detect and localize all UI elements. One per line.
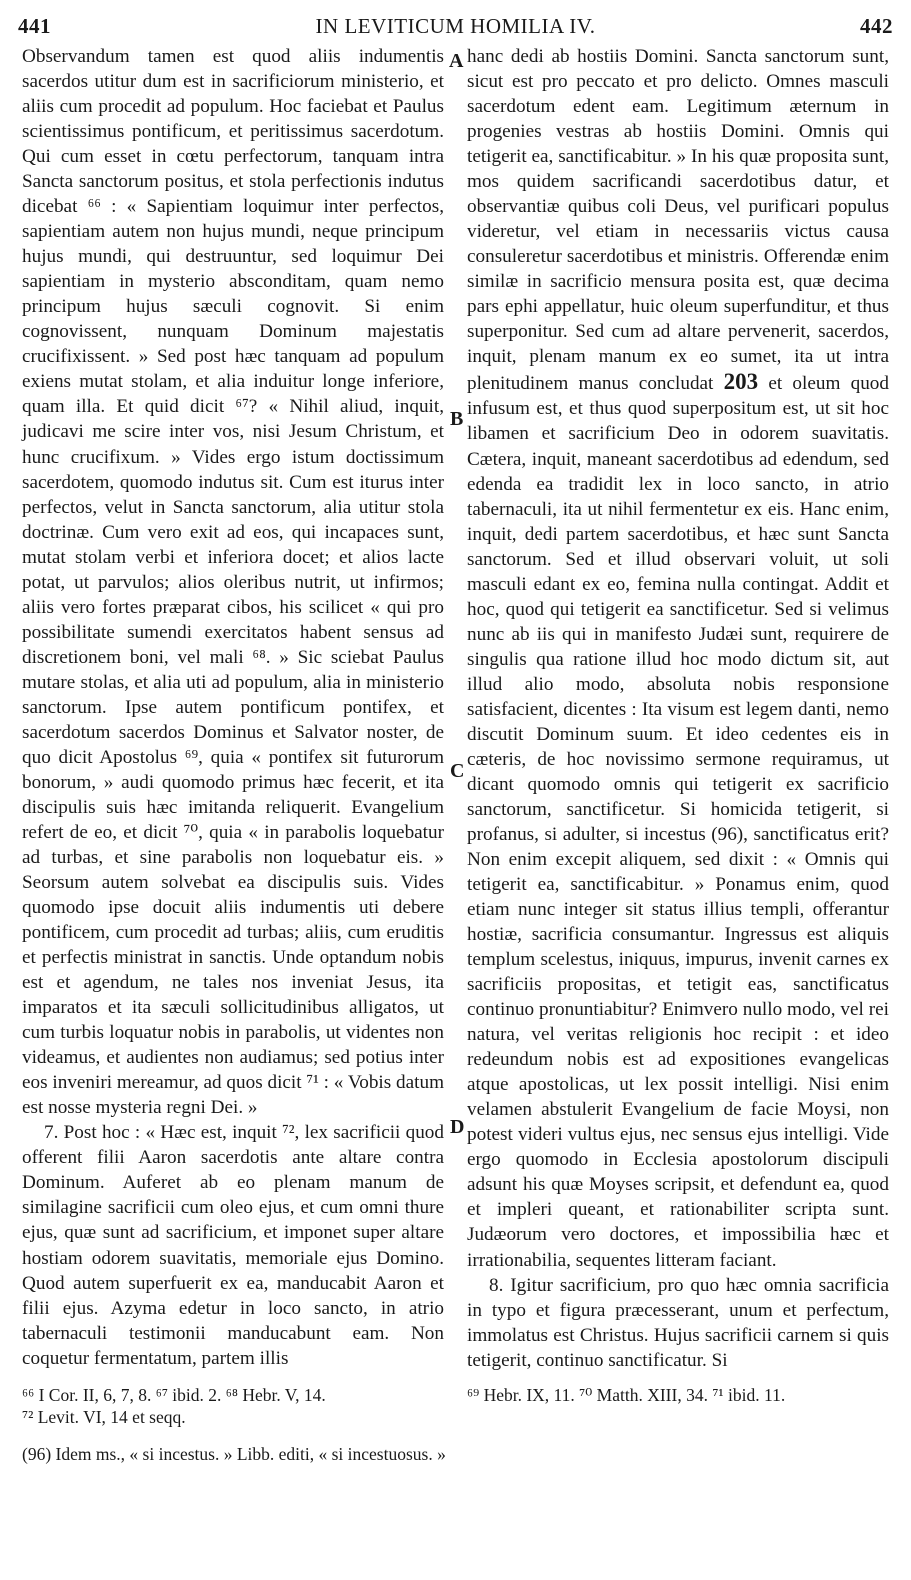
right-paragraph-1-end: et oleum quod infusum est, et thus quod superpositum est, ut sit hoc libamen et sacrificium Deo in odorem suavitatis. Cætera, inquit, maneant sacerdotibus ad edendum, sed edenda ea tradidit lex in loco sancto, in atrio tabernaculi, ita ut nihil fermentetur ex eis. Hanc enim, inquit, dedi partem sacerdotibus, et hæc sunt Sancta sanctorum. Sed et illud observari voluit, ut soli masculi edant ex eo, femina nulla contingat. Addit et hoc, quod qui tetigerit ea sanctificetur. Sed si velimus nunc ab iis qui in manifesto Judæi sunt, requirere de singulis qua ratione illud hoc modo dictum sit, aut illud alio modo, absoluta nobis responsione satisfacient, dicentes : Ita visum est legem danti, nemo discutit Dominum suum. Et ideo cedentes eis in cæteris, de hoc novissimo sermone requiramus, ut dicant quomodo omnis qui tetigerit ex sacrificio sanctorum, sanctificetur. Si homicida tetigerit, si profanus, si adulter, si incestus (96), sanctificatus erit? Non enim excepit aliquem, sed dixit : « Omnis qui tetigerit ea, sanctificabitur. » Ponamus enim, quod etiam nunc integer sit status illius templi, offerantur hostiæ, sacrificia consumantur. Ingressus est aliquis templum scelestus, iniquus, impurus, invenit carnes ex sacrificiis propositas, et tetigit eas, sanctificatus continuo pronuntiabitur? Enimvero nullo modo, vel rei natura, vel veritas religionis hoc recipit : et ideo redeundum nobis est ad expositiones evangelicas atque apostolicas, ut lex possit intelligi. Nisi enim velamen abstulerit Evangelium de facie Moysi, non potest videri vultus ejus, nec sensus ejus intelligi. Vide ergo quomodo in Ecclesia apostolorum discipuli adsunt his quæ Moyses scripsit, et defendunt ea, quod et impleri queant, et rationabiliter scripta sunt. Judæorum vero doctores, et impossibilia hæc et irrationabilia, sequentes litteram faciant. [467, 373, 889, 1271]
right-page-number: 442 [860, 14, 893, 38]
left-page-number: 441 [18, 14, 51, 38]
right-paragraph-1-start: hanc dedi ab hostiis Domini. Sancta sanctorum sunt, sicut est pro peccato et pro delicto. Omnes masculi sacerdotum edent eam. Legitimum æternum in progenies vestras ab hostiis Domini. Omnis qui tetigerit ea, sanctificabitur. » In his quæ proposita sunt, mos quidem sacrificandi sacerdotibus datur, et observantiæ quibus coli Deus, vel purificari populus videretur, vel etiam in necessariis victus causa consuleretur sacerdotibus et ministris. Offerendæ enim similæ in sacrificio mensura posita est, quæ decima pars ephi appellatur, huic oleum superfunditur, et thus superponitur. Sed cum ad altare pervenerit, sacerdos, inquit, plenam manum ex eo sumet, ita ut intra plenitudinem manus concludat [467, 46, 889, 395]
footnote-line-1: ⁶⁶ I Cor. II, 6, 7, 8. ⁶⁷ ibid. 2. ⁶⁸ Hebr. V, 14. [22, 1385, 326, 1405]
page-title: IN LEVITICUM HOMILIA IV. [315, 14, 596, 38]
footnote-line-3: ⁶⁹ Hebr. IX, 11. ⁷⁰ Matth. XIII, 34. ⁷¹ ibid. 11. [467, 1385, 786, 1405]
footnotes-right [467, 1384, 889, 1406]
margin-marker-a: A [449, 50, 464, 72]
margin-marker-b: B [450, 408, 464, 430]
right-text-column [467, 44, 889, 1373]
margin-marker-c: C [450, 760, 465, 782]
running-head [18, 14, 893, 44]
footnotes-left [22, 1384, 452, 1428]
margin-marker-d: D [450, 1116, 465, 1138]
footnote-line-2: ⁷² Levit. VI, 14 et seqq. [22, 1407, 186, 1427]
column-number: 203 [723, 369, 759, 395]
left-text-column [22, 44, 444, 1371]
left-paragraph-2: 7. Post hoc : « Hæc est, inquit ⁷², lex sacrificii quod offerent filii Aaron sacerdotis ante altare contra Dominum. Auferet ab eo plenam manum de similagine sacrificii cum oleo ejus, et cum omni thure ejus, quæ sunt ad sacrificium, et imponet super altare hostiam odorem suavitatis, memoriale ejus Domino. Quod autem superfuerit ex ea, manducabit Aaron et filii ejus. Azyma edetur in loco sancto, in atrio tabernaculi testimonii manducabunt eam. Non coquetur fermentatum, partem illis [22, 1122, 444, 1369]
variant-reading-note: (96) Idem ms., « si incestus. » Libb. editi, « si incestuosus. » [22, 1444, 446, 1464]
right-paragraph-2: 8. Igitur sacrificium, pro quo hæc omnia sacrificia in typo et figura præcesserant, unum et perfectum, immolatus est Christus. Hujus sacrificii carnem si quis tetigerit, continuo sanctificatur. Si [467, 1274, 889, 1371]
left-paragraph-1: Observandum tamen est quod aliis indumentis sacerdos utitur dum est in sacrificiorum ministerio, et aliis cum procedit ad populum. Hoc faciebat et Paulus scientissimus pontificum, et peritissimus sacerdotum. Qui cum esset in cœtu perfectorum, tanquam intra Sancta sanctorum positus, et stola perfectionis indutus dicebat ⁶⁶ : « Sapientiam loquimur inter perfectos, sapientiam autem non hujus mundi, neque principum hujus mundi, qui destruuntur, sed loquimur Dei sapientiam in mysterio absconditam, quam nemo principum hujus sæculi cognovit. Si enim cognovissent, nunquam Dominum majestatis crucifixissent. » Sed post hæc tanquam ad populum exiens mutat stolam, et alia induitur longe inferiore, quam illa. Et quid dicit ⁶⁷? « Nihil aliud, inquit, judicavi me scire inter vos, nisi Jesum Christum, et hunc crucifixum. » Vides ergo istum doctissimum sacerdotem, quomodo indutus sit. Cum est iturus inter perfectos, velut in Sancta sanctorum, alia utitur stola doctrinæ. Cum vero exit ad eos, qui incapaces sunt, mutat stolam verbi et inferiora docet; et alios lacte potat, ut parvulos; alios oleribus nutrit, ut infirmos; aliis vero fortes præparat cibos, his scilicet « qui pro possibilitate sumendi exercitatos habent sensus ad discretionem boni, vel mali ⁶⁸. » Sic sciebat Paulus mutare stolas, et alia uti ad populum, alia in ministerio sanctorum. Ipse autem pontificum pontifex, et sacerdotum sacerdos Dominus et Salvator noster, de quo dicit Apostolus ⁶⁹, quia « pontifex sit futurorum bonorum, » audi quomodo primus hæc fecerit, et ita discipulis suis hæc imitanda reliquerit. Evangelium refert de eo, et dicit ⁷⁰, quia « in parabolis loquebatur ad turbas, et sine parabolis non loquebatur eis. » Seorsum autem solvebat ea discipulis suis. Vides quomodo ipse docuit aliis indumentis uti debere pontificem, cum procedit ad turbas; aliis, cum eruditis et perfectis ministrat in sanctis. Unde optandum nobis est et agendum, ne tales nos inveniat Jesus, ita imparatos et ita sæculi sollicitudinibus alligatos, ut cum turbis loquatur nobis in parabolis, ut videntes non videamus, et audientes non audiamus; sed potius inter eos inveniri mereamur, ad quos dicit ⁷¹ : « Vobis datum est nosse mysteria regni Dei. » [22, 46, 444, 1119]
right-paragraph-1 [467, 44, 889, 1273]
